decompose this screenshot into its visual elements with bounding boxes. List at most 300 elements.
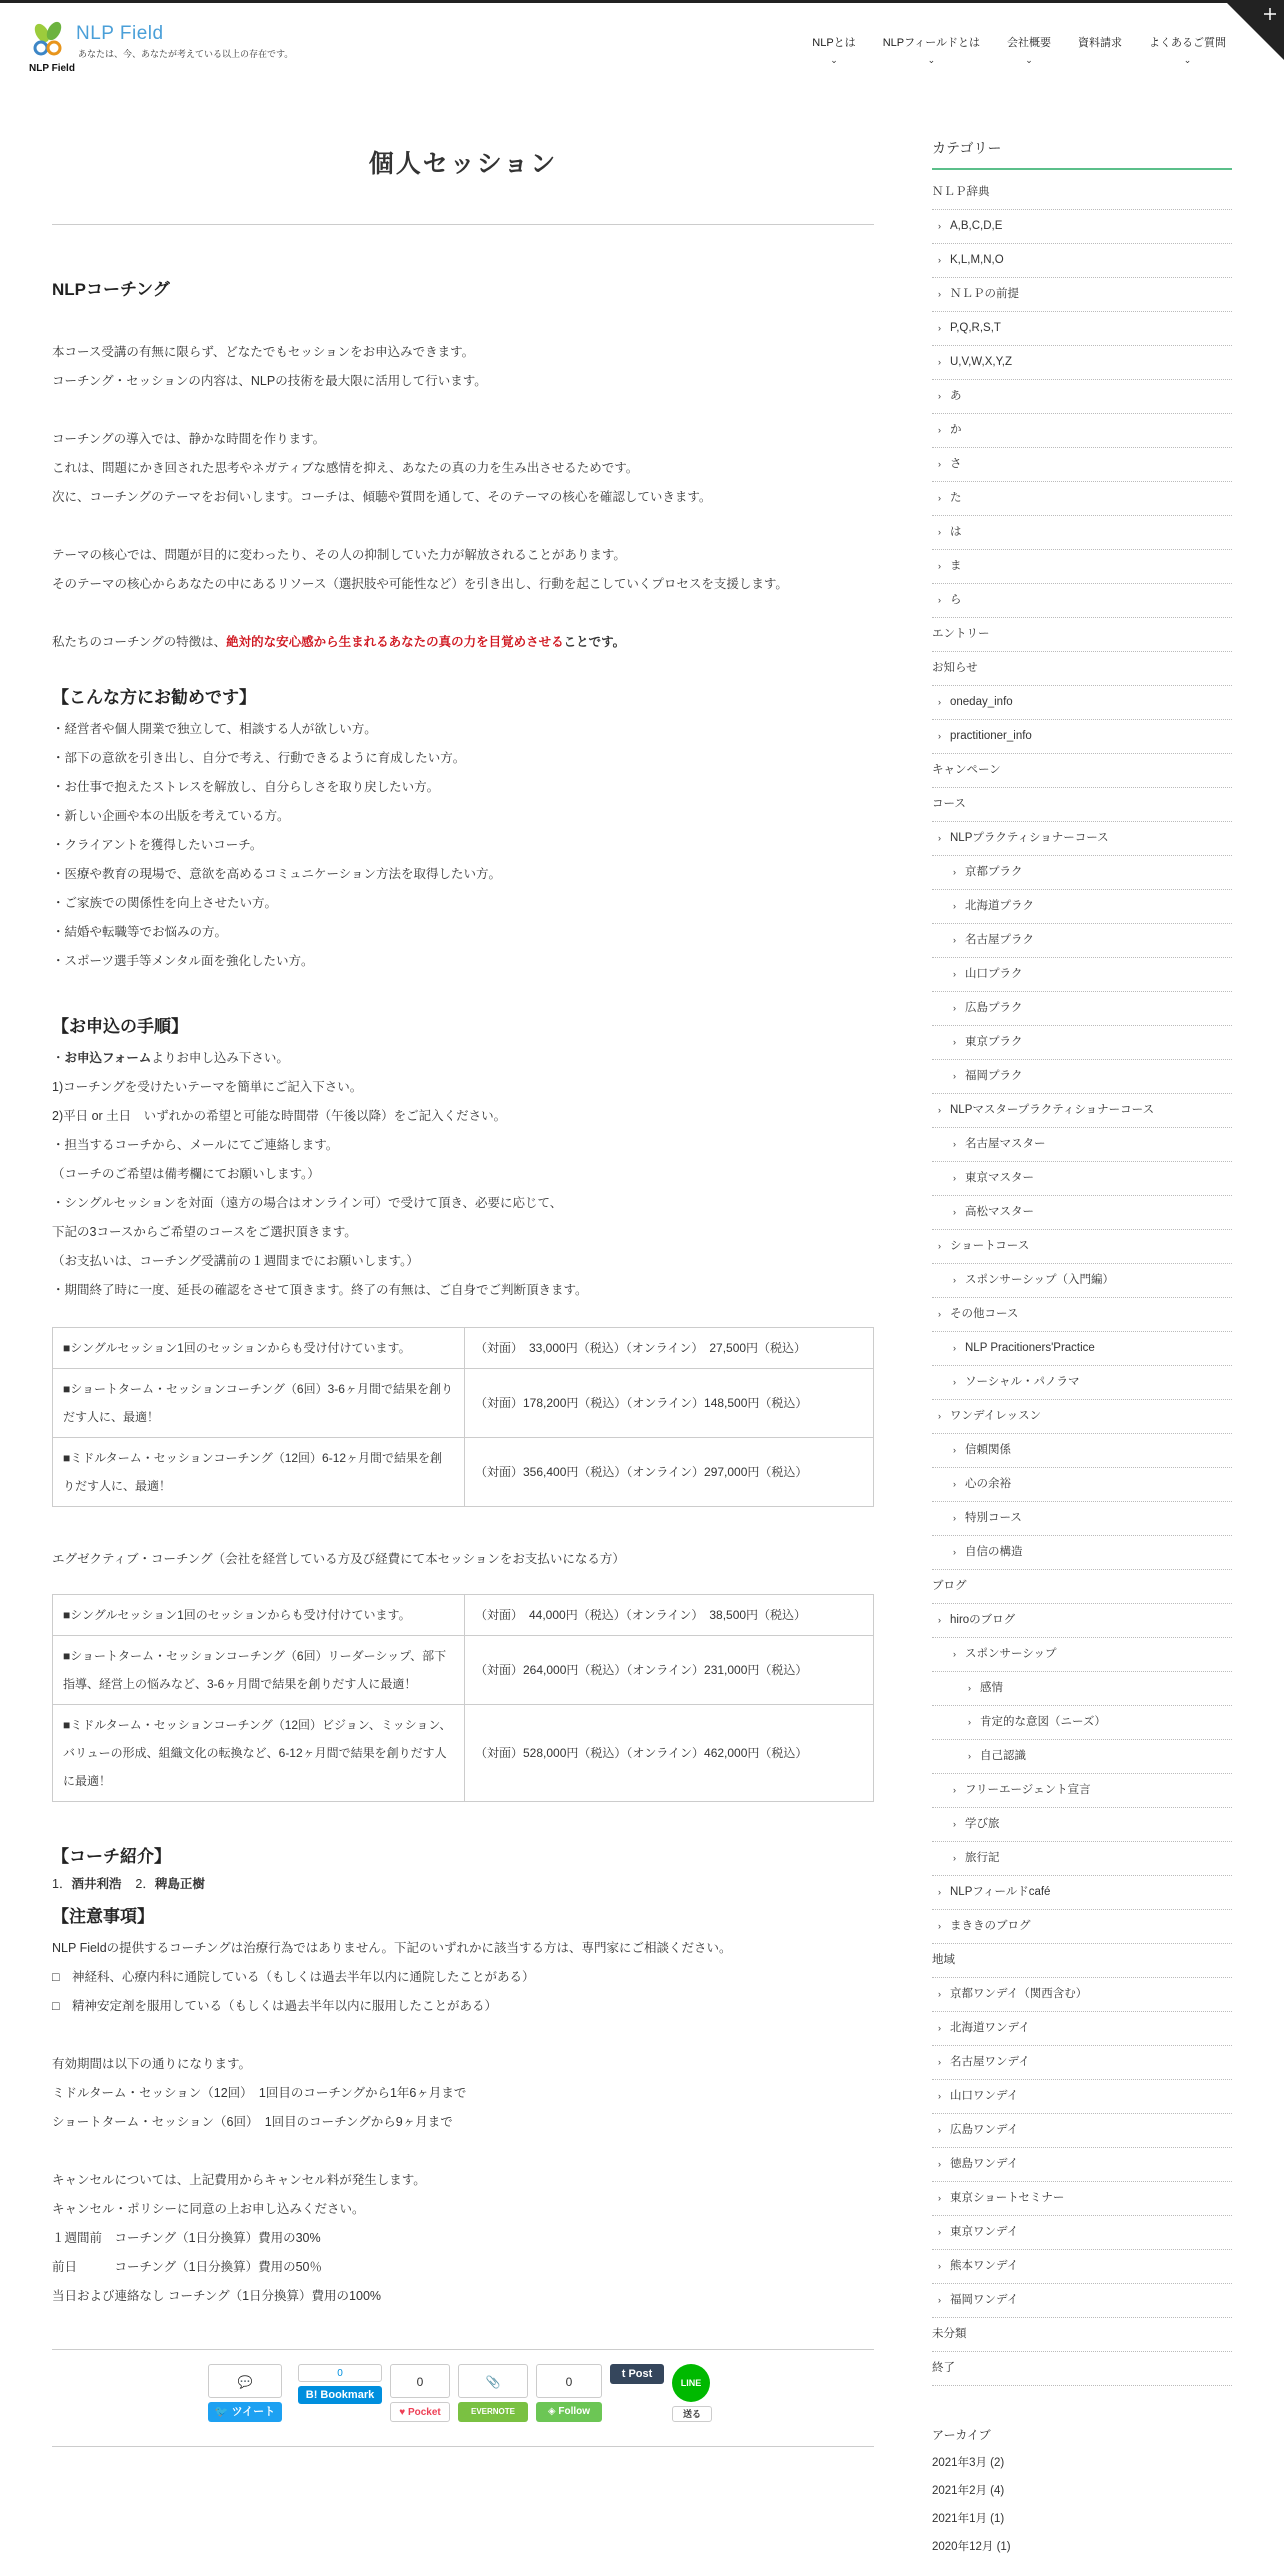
category-label: あ [950,390,962,402]
pocket-label: Pocket [407,2407,441,2418]
tweet-button[interactable] [208,2402,282,2422]
site-logo[interactable] [28,19,298,75]
category-item[interactable] [932,1196,1232,1230]
category-label: 肯定的な意図（ニーズ） [980,1716,1106,1728]
list-item: （お支払いは、コーチング受講前の１週間までにお願いします。） [52,1254,419,1268]
evernote-share[interactable] [458,2364,528,2422]
chevron-right-icon: › [938,1887,941,1897]
apply-list [52,1044,874,1305]
list-item: ・部下の意欲を引き出し、自分で考え、行動できるように育成したい方。 [52,751,466,765]
text-line: キャンセルについては、上記費用からキャンセル料が発生します。 [52,2173,426,2187]
category-item[interactable] [932,618,1232,652]
category-label: 京都ワンデイ（関西含む） [950,1988,1088,2000]
chevron-right-icon: › [953,1139,956,1149]
text-line: 次に、コーチングのテーマをお伺いします。コーチは、傾聴や質問を通して、そのテーマの核心を確認していきます。 [52,490,712,504]
text-line: キャンセル・ポリシーに同意の上お申し込みください。 [52,2202,365,2216]
chevron-right-icon: › [953,1853,956,1863]
category-label: NLPフィールドcafé [950,1886,1051,1898]
category-item[interactable] [932,924,1232,958]
chevron-right-icon: › [938,1309,941,1319]
table-cell: （対面）178,200円（税込）（オンライン）148,500円（税込） [465,1369,874,1438]
category-label: 学び旅 [965,1818,1000,1830]
category-label: NLPマスタープラクティショナーコース [950,1104,1155,1116]
list-item: ・医療や教育の現場で、意欲を高めるコミュニケーション方法を取得したい方。 [52,867,502,881]
archive-title: アーカイブ [932,2428,991,2442]
chevron-right-icon: › [953,1649,956,1659]
archive-item[interactable]: 2021年3月 (2) [932,2457,1005,2469]
category-item[interactable] [932,720,1232,754]
category-item[interactable] [932,1706,1232,1740]
category-label: 山口ワンデイ [950,2090,1019,2102]
chevron-right-icon: › [953,1275,956,1285]
validity-section [52,2050,874,2137]
chevron-right-icon: › [938,493,941,503]
nav-item-company[interactable] [1007,34,1051,65]
text-fragment: 私たちのコーチングの特徴は、 [52,635,227,649]
table-cell: （対面）356,400円（税込）（オンライン）297,000円（税込） [465,1438,874,1507]
category-label: ら [950,594,962,606]
text-line: そのテーマの核心からあなたの中にあるリソース（選択肢や可能性など）を引き出し、行動を起こしていくプロセスを支援します。 [52,577,788,591]
chevron-right-icon: › [938,2193,941,2203]
list-item: 下記の3コースからご希望のコースをご選択頂きます。 [52,1225,357,1239]
text-line: コーチング・セッションの内容は、NLPの技術を最大限に活用して行います。 [52,374,487,388]
feedly-label: Follow [558,2406,591,2417]
price-table [52,1327,874,1507]
chevron-down-icon: ⌄ [1183,55,1192,65]
category-label: 徳島ワンデイ [950,2158,1019,2170]
category-label: か [950,424,962,436]
chevron-right-icon: › [938,1989,941,1999]
category-item[interactable] [932,1468,1232,1502]
category-item[interactable] [932,1434,1232,1468]
apply-heading: 【お申込の手順】 [52,1017,188,1036]
category-item[interactable] [932,1162,1232,1196]
coach-link[interactable]: 稗島正樹 [154,1877,205,1891]
category-item[interactable] [932,1502,1232,1536]
category-item[interactable] [932,822,1232,856]
category-item[interactable] [932,1094,1232,1128]
category-item[interactable] [932,992,1232,1026]
category-item[interactable] [932,2284,1232,2318]
category-item[interactable] [932,1604,1232,1638]
category-item[interactable] [932,244,1232,278]
feature-line [52,628,874,657]
category-label: さ [950,458,962,470]
category-label: 感情 [980,1682,1003,1694]
text-line: テーマの核心では、問題が目的に変わったり、その人の抑制していた力が解放されることがあります。 [52,548,626,562]
category-item[interactable] [932,346,1232,380]
text-fragment: ことです。 [563,635,626,649]
brand-name: NLP Field [76,23,164,44]
chevron-right-icon: › [953,1071,956,1081]
category-item[interactable] [932,754,1232,788]
category-item[interactable] [932,176,1232,210]
category-item[interactable] [932,2148,1232,2182]
category-label: NLP Pracitioners'Practice [965,1342,1095,1354]
category-label: 広島プラク [965,1002,1023,1014]
category-item[interactable] [932,856,1232,890]
chevron-right-icon: › [938,731,941,741]
category-item[interactable] [932,414,1232,448]
category-list [932,176,1232,2386]
list-item: ・経営者や個人開業で独立して、相談する人が欲しい方。 [52,722,377,736]
category-item[interactable] [932,1740,1232,1774]
list-item: 2)平日 or 土日 いずれかの希望と可能な時間帯（午後以降）をご記入ください。 [52,1109,507,1123]
category-item[interactable] [932,2114,1232,2148]
category-item[interactable] [932,584,1232,618]
nav-label: NLPとは [812,37,856,49]
category-item[interactable] [932,312,1232,346]
category-item[interactable] [932,652,1232,686]
chevron-right-icon: › [953,867,956,877]
chevron-right-icon: › [938,2023,941,2033]
category-item[interactable] [932,1876,1232,1910]
nav-label: 資料請求 [1078,37,1122,49]
category-label: た [950,492,962,504]
tweet-label: ツイート [231,2406,276,2418]
chevron-right-icon: › [938,833,941,843]
share-buttons [52,2349,874,2447]
text-fragment: ・ [52,1051,65,1065]
executive-price-table [52,1594,874,1802]
category-label: 終了 [932,2362,955,2374]
chevron-right-icon: › [938,1241,941,1251]
category-label: 山口プラク [965,968,1023,980]
chevron-right-icon: › [938,459,941,469]
twitter-icon: 🐦 [214,2406,229,2418]
line-icon: LINE [672,2364,710,2402]
table-cell: ■シングルセッション1回のセッションからも受け付けています。 [53,1595,465,1636]
text-line: 本コース受講の有無に限らず、どなたでもセッションをお申込みできます。 [52,345,475,359]
list-item: ・スポーツ選手等メンタル面を強化したい方。 [52,954,314,968]
category-label: ワンデイレッスン [950,1410,1042,1422]
category-label: 広島ワンデイ [950,2124,1019,2136]
sidebar [932,138,1232,2561]
leaf-logo-icon [28,21,68,61]
chevron-down-icon: ⌄ [1025,55,1033,65]
apply-form-link[interactable]: お申込フォーム [64,1051,152,1065]
chevron-right-icon: › [938,1921,941,1931]
intro-para-3 [52,541,874,599]
line-share[interactable] [672,2364,712,2422]
category-label: ブログ [932,1580,967,1592]
category-item[interactable] [932,2046,1232,2080]
table-cell: （対面）264,000円（税込）（オンライン）231,000円（税込） [465,1636,874,1705]
category-label: 熊本ワンデイ [950,2260,1019,2272]
chevron-right-icon: › [953,1037,956,1047]
chevron-right-icon: › [938,1615,941,1625]
category-label: 信頼関係 [965,1444,1011,1456]
text-line: コーチングの導入では、静かな時間を作ります。 [52,432,326,446]
page-title: 個人セッション [368,150,558,178]
coach-link[interactable]: 酒井利浩 [71,1877,122,1891]
category-item[interactable] [932,958,1232,992]
table-row [53,1636,874,1705]
chevron-right-icon: › [938,425,941,435]
category-label: スポンサーシップ [965,1648,1057,1660]
chevron-right-icon: › [938,561,941,571]
chevron-right-icon: › [968,1751,971,1761]
feature-highlight: 絶対的な安心感から生まれるあなたの真の力を目覚めさせる [226,635,564,649]
chevron-right-icon: › [953,1513,956,1523]
table-cell: （対面） 44,000円（税込）（オンライン） 38,500円（税込） [465,1595,874,1636]
category-label: エントリー [932,628,990,640]
chevron-right-icon: › [953,1003,956,1013]
category-item[interactable] [932,2352,1232,2386]
recommend-list [52,715,874,976]
chevron-right-icon: › [938,255,941,265]
text-fragment: よりお申し込み下さい。 [151,1051,289,1065]
hatena-bookmark-button[interactable]: B! Bookmark [298,2386,382,2404]
archive-widget [932,2426,1232,2561]
coach-list [52,1872,874,1896]
table-cell: ■ミドルターム・セッションコーチング（12回）6-12ヶ月間で結果を創りだす人に、最適！ [53,1438,465,1507]
category-label: フリーエージェント宣言 [965,1784,1091,1796]
chevron-down-icon: ⌄ [830,55,838,65]
text-line: これは、問題にかき回された思考やネガティブな感情を抑え、あなたの真の力を生み出させるためです。 [52,461,639,475]
text-line: 前日 コーチング（1日分換算）費用の50％ [52,2260,322,2274]
category-item[interactable] [932,1910,1232,1944]
feedly-count: 0 [536,2364,602,2398]
coach-number: 2． [135,1877,155,1891]
category-label: 自信の構造 [965,1546,1023,1558]
speech-bubble-icon: 💬 [208,2364,282,2398]
nav-item-brochure[interactable] [1078,34,1122,65]
chevron-right-icon: › [968,1717,971,1727]
category-label: 東京プラク [965,1036,1023,1048]
apply-form-line [52,1044,874,1073]
list-item: 1)コーチングを受けたいテーマを簡単にご記入下さい。 [52,1080,363,1094]
category-label: スポンサーシップ（入門編） [965,1274,1115,1286]
category-label: oneday_info [950,696,1013,708]
category-item[interactable] [932,1298,1232,1332]
category-label: 名古屋ワンデイ [950,2056,1030,2068]
hatena-count: 0 [298,2364,382,2382]
text-line: ミドルターム・セッション（12回） 1回目のコーチングから1年6ヶ月まで [52,2086,467,2100]
title-divider [52,224,874,225]
chevron-right-icon: › [953,1173,956,1183]
cancel-section [52,2166,874,2311]
nav-label: 会社概要 [1007,37,1051,49]
table-cell: （対面） 33,000円（税込）（オンライン） 27,500円（税込） [465,1328,874,1369]
category-label: ソーシャル・パノラマ [965,1376,1080,1388]
category-item[interactable] [932,1842,1232,1876]
category-item[interactable] [932,1944,1232,1978]
nav-item-nlpfield[interactable] [883,34,980,65]
chevron-right-icon: › [938,697,941,707]
twitter-share[interactable] [208,2364,282,2422]
category-label: まききのブログ [950,1920,1031,1932]
category-item[interactable] [932,1672,1232,1706]
logo-subtext: NLP Field [29,63,75,74]
category-item[interactable] [932,516,1232,550]
category-label: 旅行記 [965,1852,1000,1864]
list-item: （コーチのご希望は備考欄にてお願いします。） [52,1167,320,1181]
chevron-right-icon: › [938,221,941,231]
table-cell: ■ショートターム・セッションコーチング（6回）リーダーシップ、部下指導、経営上の悩みなど、3-6ヶ月間で結果を創りだす人に最適！ [53,1636,465,1705]
tumblr-share[interactable] [610,2364,664,2384]
category-label: キャンペーン [932,764,1001,776]
category-label: A,B,C,D,E [950,220,1003,232]
category-label: 北海道プラク [965,900,1034,912]
chevron-right-icon: › [938,2261,941,2271]
category-item[interactable] [932,1128,1232,1162]
text-line: １週間前 コーチング（1日分換算）費用の30% [52,2231,321,2245]
category-item[interactable] [932,788,1232,822]
category-item[interactable] [932,210,1232,244]
chevron-right-icon: › [968,1683,971,1693]
text-line: NLP Fieldの提供するコーチングは治療行為ではありません。下記のいずれかに該当する方は、専門家にご相談ください。 [52,1941,732,1955]
table-cell: （対面）528,000円（税込）（オンライン）462,000円（税込） [465,1705,874,1802]
text-line: ショートターム・セッション（6回） 1回目のコーチングから9ヶ月まで [52,2115,453,2129]
category-item[interactable] [932,1264,1232,1298]
chevron-right-icon: › [938,2159,941,2169]
paperclip-icon: 📎 [458,2364,528,2398]
category-label: は [950,526,962,538]
category-item[interactable] [932,686,1232,720]
nav-item-faq[interactable] [1149,34,1226,65]
global-nav [785,34,1226,65]
chevron-down-icon: ⌄ [927,55,936,65]
intro-para-2 [52,425,874,512]
category-label: コース [932,798,966,810]
category-item[interactable] [932,2250,1232,2284]
text-line: 有効期間は以下の通りになります。 [52,2057,252,2071]
category-item[interactable] [932,1026,1232,1060]
pocket-button[interactable]: ♥ Pocket [390,2402,450,2422]
chevron-right-icon: › [938,2057,941,2067]
pocket-share[interactable] [390,2364,450,2422]
table-row [53,1705,874,1802]
category-item[interactable] [932,890,1232,924]
category-label: hiroのブログ [950,1614,1016,1626]
category-label: ＮＬＰ辞典 [932,186,990,198]
nav-item-nlp[interactable] [812,34,855,65]
chevron-right-icon: › [938,2091,941,2101]
category-label: お知らせ [932,662,978,674]
chevron-right-icon: › [953,1479,956,1489]
chevron-right-icon: › [953,1547,956,1557]
chevron-right-icon: › [938,289,941,299]
category-item[interactable] [932,1400,1232,1434]
category-label: その他コース [950,1308,1019,1320]
category-label: 名古屋マスター [965,1138,1046,1150]
intro-para-1 [52,338,874,396]
category-item[interactable] [932,1332,1232,1366]
table-row [53,1328,874,1369]
nav-label: NLPフィールドとは [882,37,980,49]
category-item[interactable] [932,1536,1232,1570]
category-label: 北海道ワンデイ [950,2022,1030,2034]
tumblr-post-button[interactable]: t Post [610,2364,664,2384]
category-label: 京都プラク [965,866,1023,878]
list-item: ・ご家族での関係性を向上させたい方。 [52,896,278,910]
sidebar-title: カテゴリー [932,138,1232,170]
category-label: 未分類 [932,2328,967,2340]
category-item[interactable] [932,448,1232,482]
category-item[interactable] [932,2080,1232,2114]
category-item[interactable] [932,1060,1232,1094]
category-label: U,V,W,X,Y,Z [950,356,1012,368]
list-item: ・期間終了時に一度、延長の確認をさせて頂きます。終了の有無は、ご自身でご判断頂きます。 [52,1283,588,1297]
category-item[interactable] [932,380,1232,414]
category-label: 東京ショートセミナー [950,2192,1065,2204]
category-item[interactable] [932,1978,1232,2012]
chevron-right-icon: › [953,935,956,945]
table-row [53,1595,874,1636]
category-item[interactable] [932,1570,1232,1604]
category-label: ま [950,560,962,572]
chevron-right-icon: › [938,391,941,401]
category-item[interactable] [932,2182,1232,2216]
category-label: 高松マスター [965,1206,1034,1218]
category-label: ＮＬＰの前提 [950,288,1019,300]
category-label: 名古屋プラク [965,934,1034,946]
coach-number: 1． [52,1877,72,1891]
chevron-right-icon: › [953,1377,956,1387]
category-label: practitioner_info [950,730,1032,742]
category-label: K,L,M,N,O [950,254,1004,266]
evernote-button[interactable]: EVERNOTE [458,2402,528,2422]
recommend-heading: 【こんな方にお勧めです】 [52,688,256,707]
chevron-right-icon: › [938,357,941,367]
list-item: □ 神経科、心療内科に通院している（もしくは過去半年以内に通院したことがある） [52,1970,535,1984]
notice-list [52,1934,874,2021]
category-label: P,Q,R,S,T [950,322,1001,334]
category-label: ショートコース [950,1240,1030,1252]
category-label: 心の余裕 [965,1478,1011,1490]
category-label: 東京マスター [965,1172,1034,1184]
chevron-right-icon: › [953,1785,956,1795]
feedly-share[interactable] [536,2364,602,2422]
archive-item[interactable]: 2021年2月 (4) [932,2485,1005,2497]
category-item[interactable] [932,482,1232,516]
category-item[interactable] [932,1774,1232,1808]
list-item: ・クライアントを獲得したいコーチ。 [52,838,263,852]
category-item[interactable] [932,2216,1232,2250]
chevron-right-icon: › [938,595,941,605]
category-item[interactable] [932,278,1232,312]
category-label: 福岡プラク [965,1070,1023,1082]
chevron-right-icon: › [938,2227,941,2237]
category-item[interactable] [932,1366,1232,1400]
archive-item[interactable]: 2021年1月 (1) [932,2513,1005,2525]
chevron-right-icon: › [953,1819,956,1829]
chevron-right-icon: › [953,901,956,911]
category-item[interactable] [932,2318,1232,2352]
category-label: 地域 [932,1954,955,1966]
list-item: ・シングルセッションを対面（遠方の場合はオンライン可）で受けて頂き、必要に応じて、 [52,1196,563,1210]
main-content [52,130,874,2447]
archive-item[interactable]: 2020年12月 (1) [932,2541,1011,2553]
chevron-right-icon: › [938,527,941,537]
chevron-right-icon: › [953,1445,956,1455]
feedly-button[interactable]: ◈ Follow [536,2402,602,2422]
category-item[interactable] [932,1808,1232,1842]
coach-heading: 【コーチ紹介】 [52,1847,171,1866]
category-item[interactable] [932,1230,1232,1264]
category-label: 自己認識 [980,1750,1026,1762]
line-send-button[interactable]: 送る [672,2406,712,2422]
category-item[interactable] [932,550,1232,584]
chevron-right-icon: › [938,1105,941,1115]
category-label: 福岡ワンデイ [950,2294,1019,2306]
hatena-share[interactable] [298,2364,382,2404]
table-row [53,1438,874,1507]
pocket-count: 0 [390,2364,450,2398]
category-item[interactable] [932,1638,1232,1672]
category-item[interactable] [932,2012,1232,2046]
